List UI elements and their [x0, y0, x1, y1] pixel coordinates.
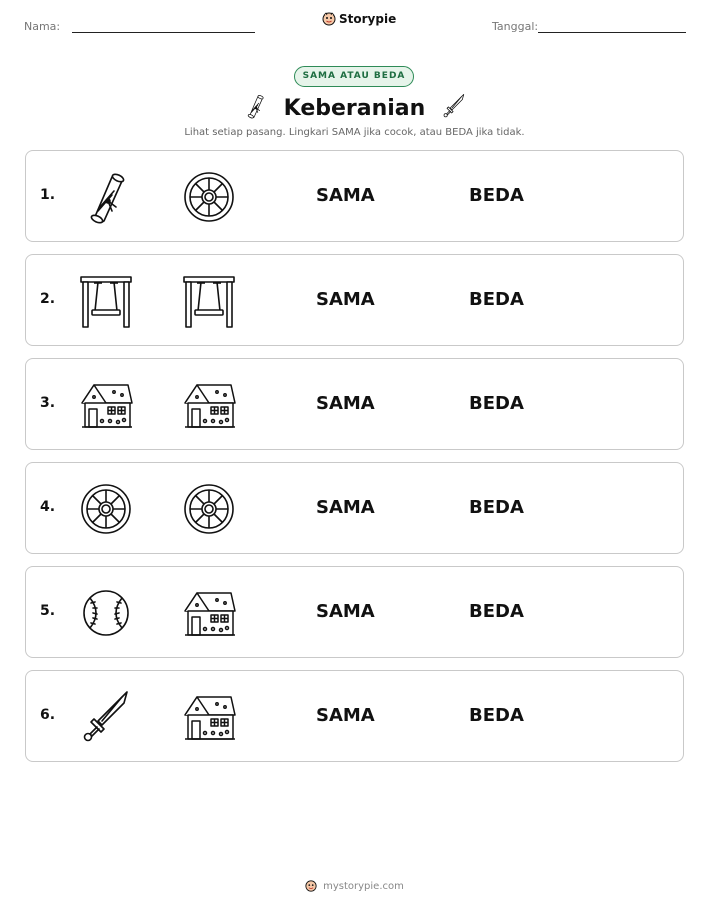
different-option[interactable]: BEDA: [469, 289, 524, 310]
pair-row: [25, 462, 684, 554]
sword-icon: [441, 93, 467, 123]
date-line: [538, 32, 686, 33]
different-option[interactable]: BEDA: [469, 185, 524, 206]
pair-row: [25, 358, 684, 450]
scroll-icon: [78, 169, 134, 225]
different-option[interactable]: BEDA: [469, 497, 524, 518]
date-label: Tanggal:: [492, 20, 539, 33]
same-option[interactable]: SAMA: [316, 393, 375, 414]
same-option[interactable]: SAMA: [316, 185, 375, 206]
pair-row: [25, 566, 684, 658]
different-option[interactable]: BEDA: [469, 705, 524, 726]
pair-number: 5.: [40, 603, 56, 619]
storypie-mascot-icon: [305, 880, 317, 892]
same-option[interactable]: SAMA: [316, 601, 375, 622]
baseball-icon: [78, 585, 134, 641]
same-option[interactable]: SAMA: [316, 497, 375, 518]
pair-row: [25, 150, 684, 242]
scroll-icon: [242, 93, 268, 123]
shield-icon: [181, 169, 237, 225]
pair-number: 1.: [40, 187, 56, 203]
footer: [0, 880, 709, 892]
pair-row: [25, 670, 684, 762]
swing-icon: [181, 273, 237, 329]
name-label: Nama:: [24, 20, 61, 33]
worksheet-header: [0, 0, 709, 50]
same-option[interactable]: SAMA: [316, 705, 375, 726]
name-line: [72, 32, 255, 33]
different-option[interactable]: BEDA: [469, 393, 524, 414]
pair-number: 2.: [40, 291, 56, 307]
house-icon: [181, 377, 237, 433]
shield-icon: [181, 481, 237, 537]
shield-icon: [78, 481, 134, 537]
house-icon: [78, 377, 134, 433]
brand-logo: [322, 12, 396, 26]
title-row: [0, 88, 709, 128]
same-option[interactable]: SAMA: [316, 289, 375, 310]
brand-name: Storypie: [339, 12, 397, 26]
activity-badge: SAMA ATAU BEDA: [294, 66, 414, 87]
page-title: Keberanian: [283, 95, 426, 121]
pair-number: 6.: [40, 707, 56, 723]
storypie-mascot-icon: [322, 12, 336, 26]
house-icon: [181, 689, 237, 745]
instructions: Lihat setiap pasang. Lingkari SAMA jika cocok, atau BEDA jika tidak.: [184, 127, 525, 138]
swing-icon: [78, 273, 134, 329]
different-option[interactable]: BEDA: [469, 601, 524, 622]
pair-number: 3.: [40, 395, 56, 411]
pair-number: 4.: [40, 499, 56, 515]
footer-url: mystorypie.com: [323, 880, 404, 892]
sword-icon: [78, 689, 134, 745]
house-icon: [181, 585, 237, 641]
pair-row: [25, 254, 684, 346]
